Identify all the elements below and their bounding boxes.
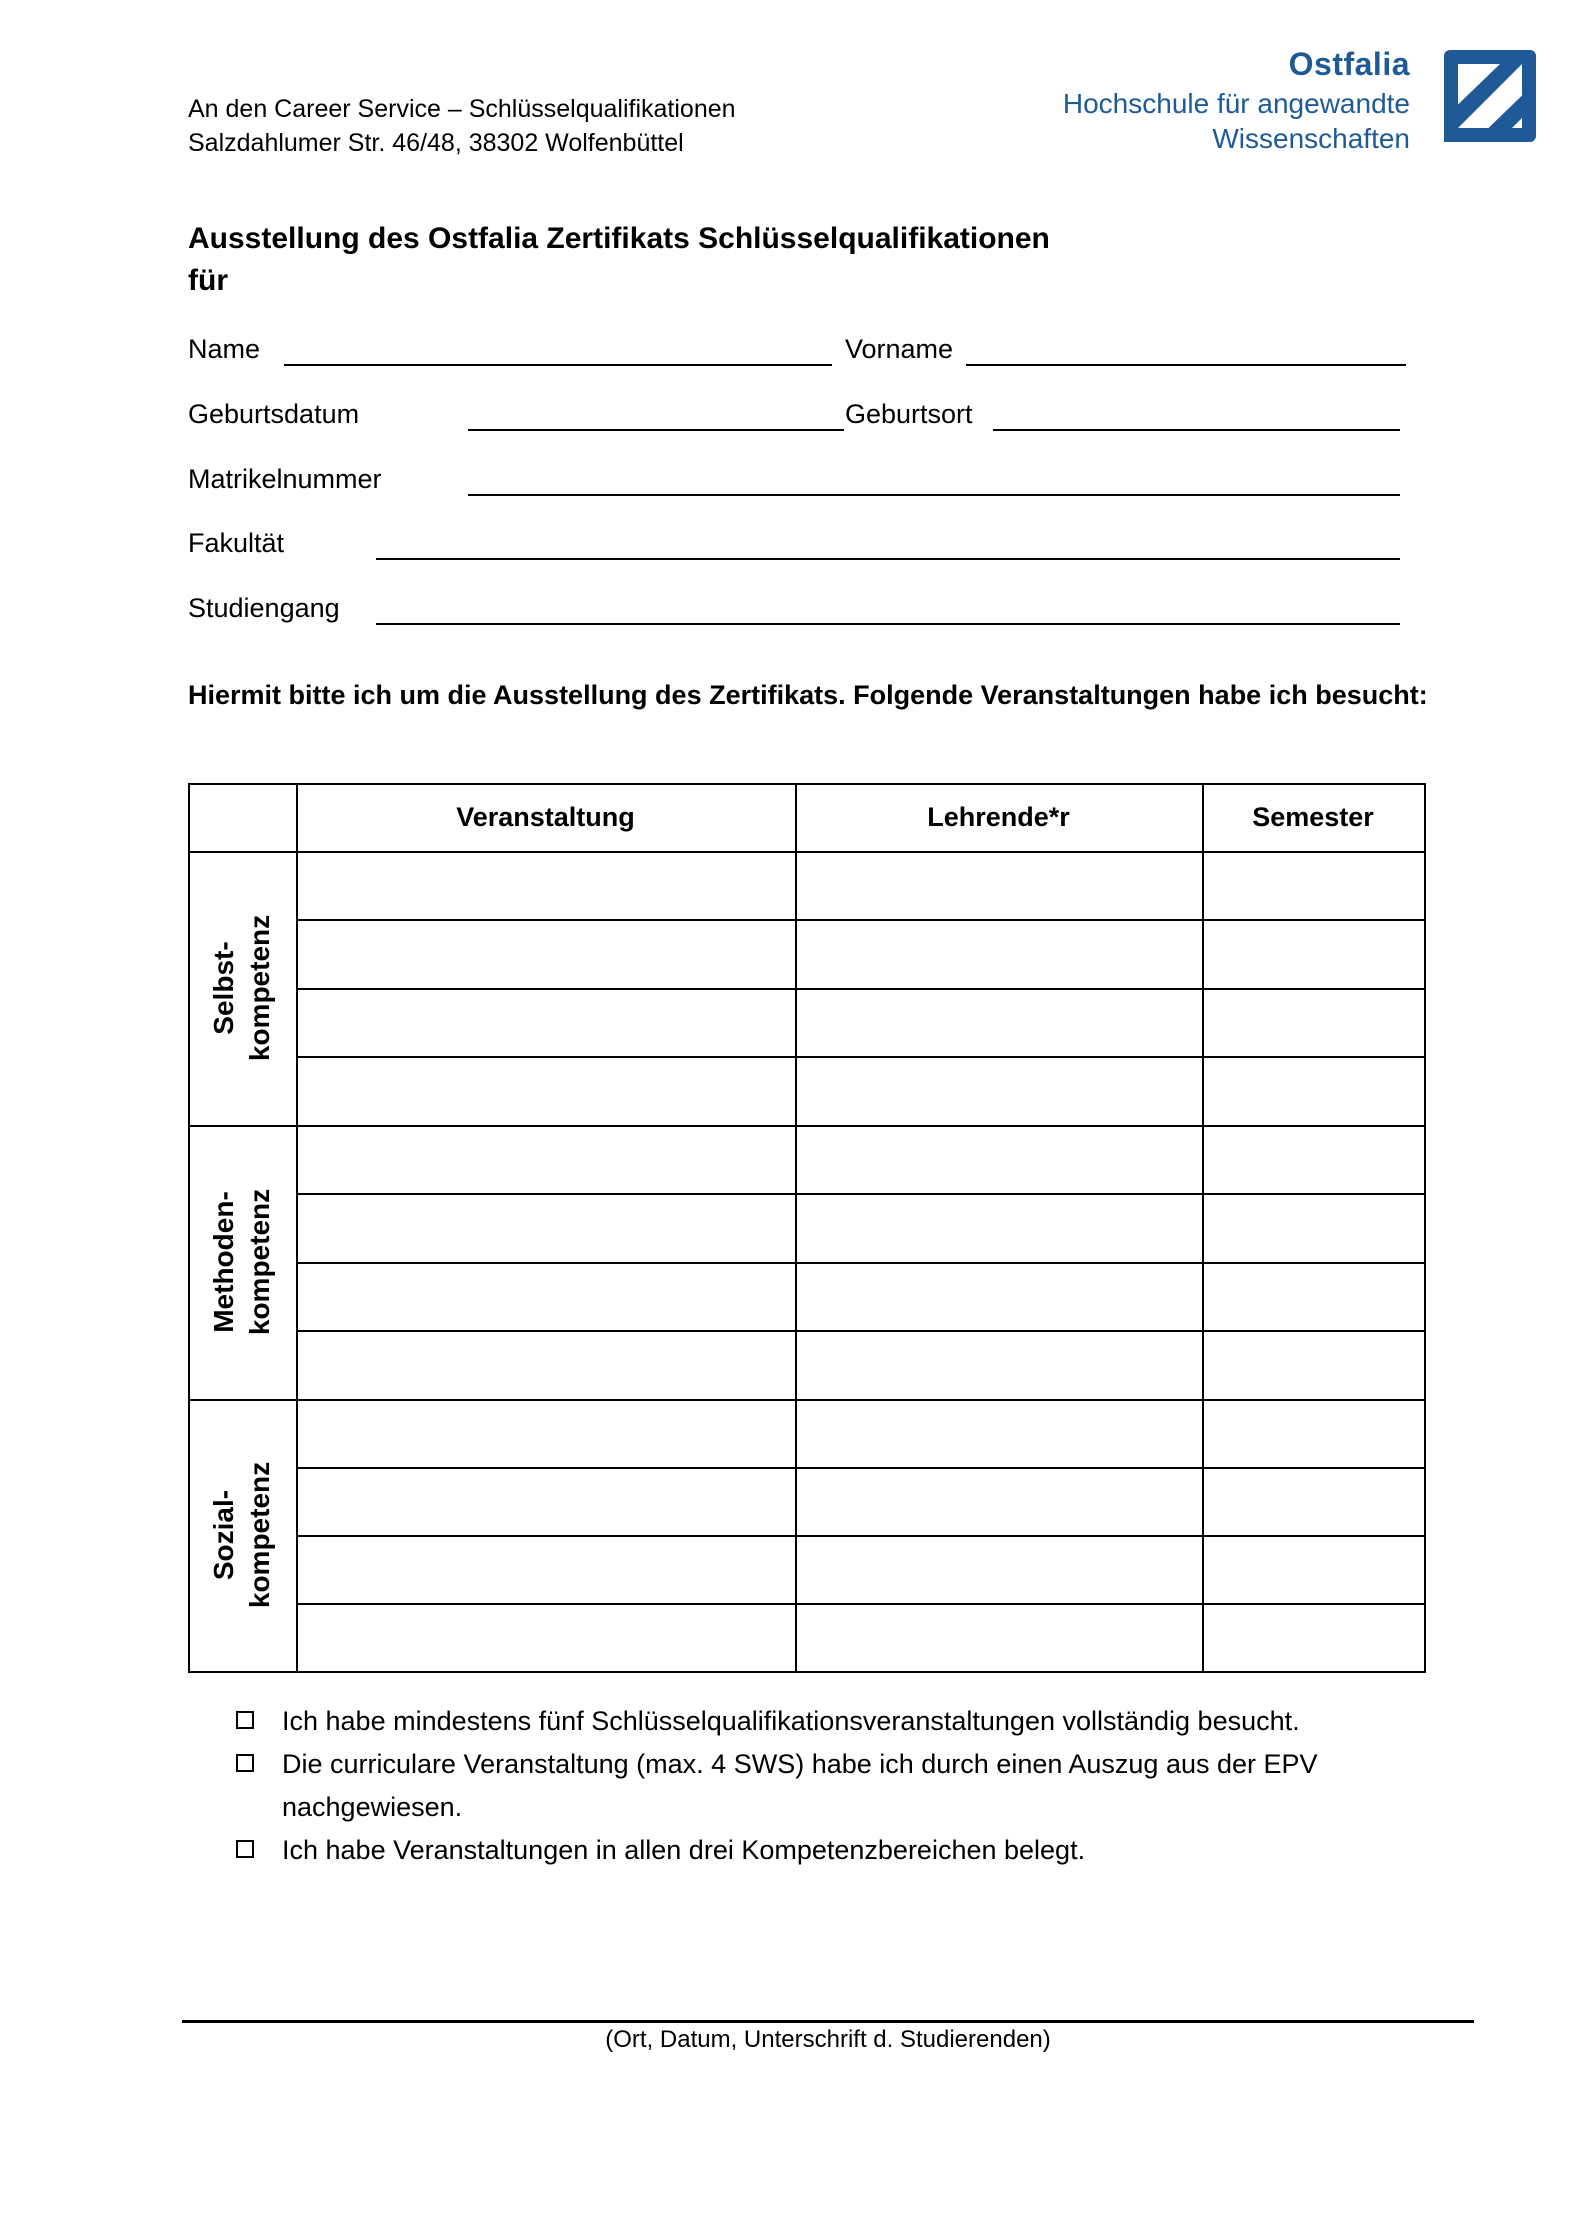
group-label-line-2: kompetenz [244,914,275,1062]
group-label-sozialkompetenz [187,1398,297,1672]
fakultaet-field[interactable] [376,558,1400,560]
vorname-label: Vorname [845,334,954,364]
vorname-field[interactable] [966,364,1406,366]
group-label-methodenkompetenz [187,1125,297,1399]
fakultaet-label: Fakultät [188,528,285,558]
row-divider [296,1193,1424,1195]
logo-subtitle [1063,86,1410,156]
row-divider [296,1467,1424,1469]
geburtsdatum-field[interactable] [468,429,844,431]
courses-table [188,783,1424,1671]
checkbox[interactable] [236,1711,254,1729]
group-label-line-2: kompetenz [244,1461,275,1609]
group-label-line-2: kompetenz [244,1188,275,1336]
ostfalia-logo-icon [1440,46,1540,146]
signature-line[interactable] [182,2020,1474,2023]
column-header-veranstaltung: Veranstaltung [456,802,635,832]
table-cell-lehrende[interactable] [797,853,1200,918]
studiengang-field[interactable] [376,623,1400,625]
table-border-bottom [188,1671,1424,1673]
group-label-line-1: Sozial- [208,1489,239,1581]
table-border-right [1424,783,1426,1673]
checklist-item[interactable] [236,1743,1416,1829]
logo-name: Ostfalia [1288,46,1410,82]
row-divider [296,1262,1424,1264]
geburtsdatum-label: Geburtsdatum [188,399,360,429]
group-label-selbstkompetenz [187,851,297,1125]
name-field[interactable] [284,364,832,366]
checklist-item-text: Ich habe mindestens fünf Schlüsselqualifikationsveranstaltungen vollständig besucht. [282,1706,1300,1736]
matrikelnummer-field[interactable] [468,494,1400,496]
group-divider [188,1125,1424,1127]
checklist-item[interactable] [236,1829,1416,1872]
signature-caption: (Ort, Datum, Unterschrift d. Studierenden) [605,2026,1051,2053]
checklist-item[interactable] [236,1700,1416,1743]
geburtsort-field[interactable] [993,429,1400,431]
name-label: Name [188,334,261,364]
geburtsort-label: Geburtsort [845,399,973,429]
column-header-semester: Semester [1252,802,1374,832]
row-divider [296,1330,1424,1332]
group-divider [188,1399,1424,1401]
group-label-line-1: Selbst- [208,941,239,1035]
checkbox[interactable] [236,1840,254,1858]
intro-text: Hiermit bitte ich um die Ausstellung des Zertifikats. Folgende Veranstaltungen habe ich besucht: [188,680,1428,710]
table-cell-semester[interactable] [1204,853,1422,918]
checkbox[interactable] [236,1754,254,1772]
column-header-lehrende: Lehrende*r [927,802,1070,832]
logo-subtitle-line-2: Wissenschaften [1212,123,1410,154]
row-divider [296,988,1424,990]
ostfalia-logo [1030,46,1550,156]
checklist-item-text: Die curriculare Veranstaltung (max. 4 SWS) habe ich durch einen Auszug aus der EPV nachgewiesen. [282,1749,1318,1822]
row-divider [296,1056,1424,1058]
address-line-1: An den Career Service – Schlüsselqualifikationen [188,95,736,123]
matrikelnummer-label: Matrikelnummer [188,464,382,494]
logo-subtitle-line-1: Hochschule für angewandte [1062,88,1410,119]
group-label-line-1: Methoden- [208,1191,239,1333]
title-line-1: Ausstellung des Ostfalia Zertifikats Schlüsselqualifikationen [188,222,1050,255]
checklist-item-text: Ich habe Veranstaltungen in allen drei Kompetenzbereichen belegt. [282,1835,1086,1865]
row-divider [296,1603,1424,1605]
studiengang-label: Studiengang [188,593,340,623]
document-title [188,218,1188,302]
title-line-2: für [188,264,228,297]
recipient-address [188,92,736,160]
table-cell-veranstaltung[interactable] [298,853,793,918]
row-divider [296,1535,1424,1537]
address-line-2: Salzdahlumer Str. 46/48, 38302 Wolfenbüttel [188,129,684,157]
row-divider [296,919,1424,921]
